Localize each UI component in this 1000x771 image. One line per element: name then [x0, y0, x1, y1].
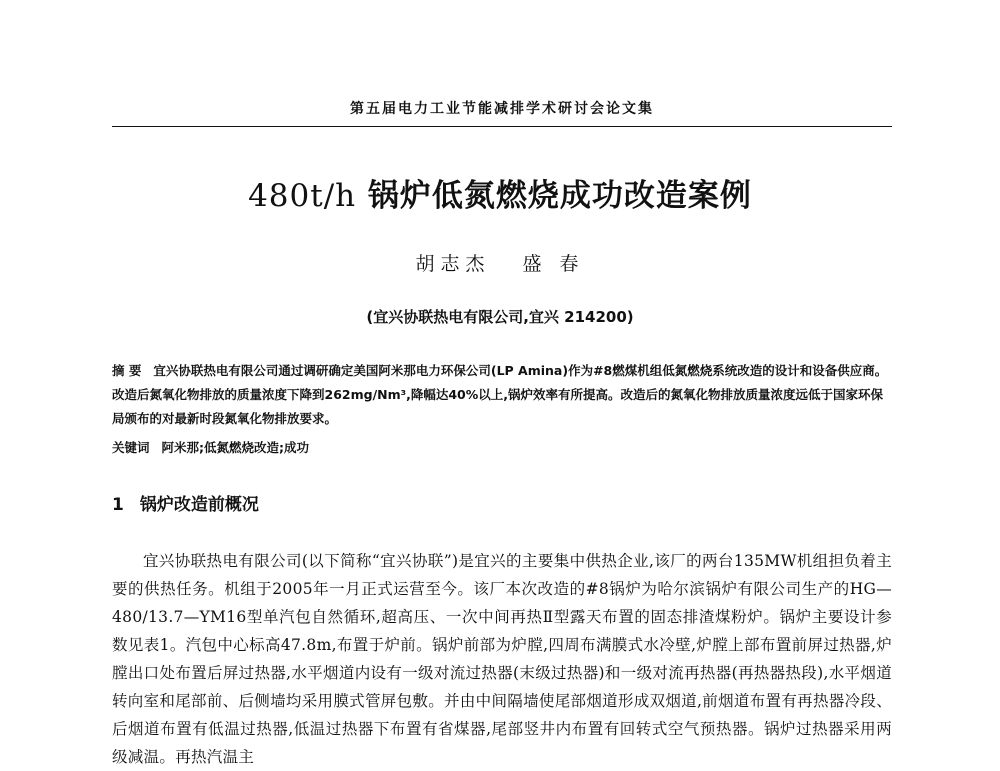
paper-title — [0, 170, 1000, 215]
header-rule — [112, 126, 892, 127]
keywords-label: 关键词 — [112, 440, 150, 455]
author-2: 盛 春 — [522, 253, 585, 275]
running-header: 第五届电力工业节能减排学术研讨会论文集 — [350, 101, 654, 117]
keywords — [112, 436, 892, 460]
abstract — [112, 359, 892, 431]
authors — [0, 249, 1000, 276]
body-paragraph: 宜兴协联热电有限公司(以下简称“宜兴协联”)是宜兴的主要集中供热企业,该厂的两台135MW机组担负着主要的供热任务。机组于2005年一月正式运营至今。该厂本次改造的#8锅炉为哈尔滨锅炉有限公司生产的HG—480/13.7—YM16型单汽包自然循环,超高压、一次中间再热Ⅱ型露天布置的固态排渣煤粉炉。锅炉主要设计参数见表1。汽包中心标高47.8m,布置于炉前。锅炉前部为炉膛,四周布满膜式水冷壁,炉膛上部布置前屏过热器,炉膛出口处布置后屏过热器,水平烟道内设有一级对流过热器(末级过热器)和一级对流再热器(再热器热段),水平烟道转向室和尾部前、后侧墙均采用膜式管屏包敷。并由中间隔墙使尾部烟道形成双烟道,前烟道布置有再热器冷段、后烟道布置有低温过热器,低温过热器下布置有省煤器,尾部竖井内布置有回转式空气预热器。锅炉过热器采用两级减温。再热汽温主 — [112, 552, 892, 766]
abstract-text: 宜兴协联热电有限公司通过调研确定美国阿米那电力环保公司(LP Amina)作为#8燃煤机组低氮燃烧系统改造的设计和设备供应商。改造后氮氧化物排放的质量浓度下降到262mg/Nm³,降幅达40%以上,锅炉效率有所提高。改造后的氮氧化物排放质量浓度远低于国家环保局颁布的对最新时段氮氧化物排放要求。 — [112, 363, 888, 426]
affiliation: (宜兴协联热电有限公司,宜兴 214200) — [366, 308, 634, 326]
abstract-label: 摘 要 — [112, 363, 142, 378]
title-prefix: 480t/h — [248, 178, 357, 214]
section-title: 锅炉改造前概况 — [139, 495, 259, 515]
keywords-text: 阿米那;低氮燃烧改造;成功 — [161, 440, 310, 455]
author-1: 胡志杰 — [415, 253, 491, 275]
title-main: 锅炉低氮燃烧成功改造案例 — [367, 178, 752, 214]
section-heading — [112, 490, 259, 515]
section-number: 1 — [112, 495, 124, 515]
